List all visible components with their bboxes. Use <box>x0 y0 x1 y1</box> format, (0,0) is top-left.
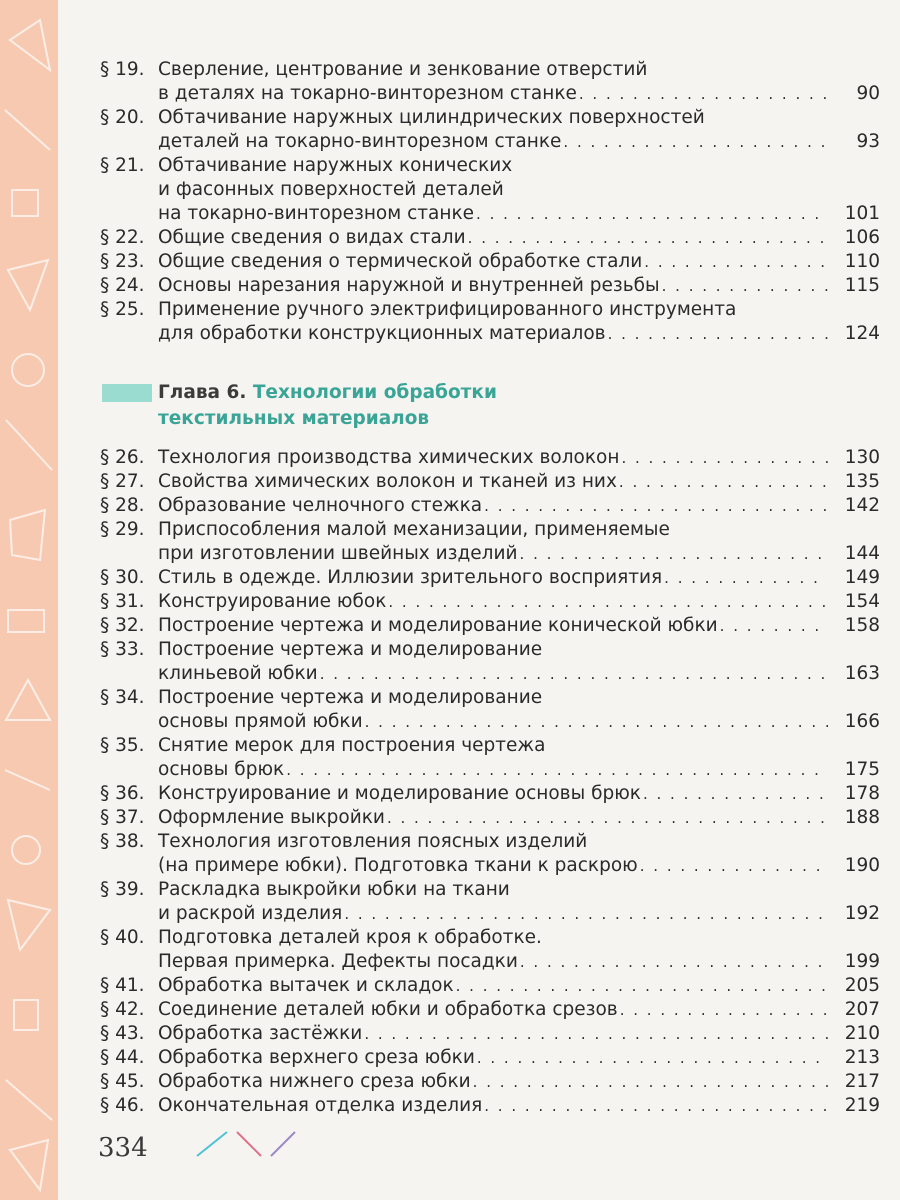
section-title-line: Технология изготовления поясных изделий <box>158 831 588 852</box>
toc-entry <box>100 638 880 686</box>
section-title-line: Подготовка деталей кроя к обработке. <box>158 927 542 948</box>
section-title-last-line <box>158 758 880 782</box>
section-body <box>158 154 880 226</box>
section-title-line: Первая примерка. Дефекты посадки <box>158 951 518 972</box>
section-title-line: Снятие мерок для построения чертежа <box>158 735 546 756</box>
section-number: § 28. <box>100 495 145 516</box>
page-ref: 163 <box>844 663 880 684</box>
section-body <box>158 878 880 926</box>
section-title-line: Основы нарезания наружной и внутренней резьбы <box>158 275 660 296</box>
leader-dots <box>344 902 828 926</box>
section-body <box>158 806 880 830</box>
section-body <box>158 494 880 518</box>
toc-entry <box>100 734 880 782</box>
leader-dots <box>320 662 828 686</box>
toc-entry <box>100 518 880 566</box>
section-title-last-line <box>158 82 880 106</box>
section-number: § 26. <box>100 447 145 468</box>
section-title-line: Обработка застёжки <box>158 1023 363 1044</box>
leader-dots <box>608 322 828 346</box>
leader-dots <box>387 806 828 830</box>
leader-dots <box>468 226 828 250</box>
section-title-line: основы брюк <box>158 759 285 780</box>
page-number: 334 <box>98 1133 148 1163</box>
leader-dots <box>365 710 828 734</box>
page-ref: 188 <box>844 807 880 828</box>
toc-entry <box>100 494 880 518</box>
section-title-last-line <box>158 854 880 878</box>
page-ref: 154 <box>844 591 880 612</box>
section-title-line: Соединение деталей юбки и обработка срезов <box>158 999 618 1020</box>
section-body <box>158 686 880 734</box>
section-body <box>158 974 880 998</box>
toc-entry <box>100 590 880 614</box>
section-title-line: Оформление выкройки <box>158 807 385 828</box>
table-of-contents <box>100 58 880 1118</box>
toc-entry <box>100 878 880 926</box>
section-body <box>158 614 880 638</box>
page-ref: 175 <box>844 759 880 780</box>
leader-dots <box>563 130 828 154</box>
leader-dots <box>619 470 828 494</box>
section-title-last-line <box>158 566 880 590</box>
section-number: § 41. <box>100 975 145 996</box>
toc-entry <box>100 1094 880 1118</box>
section-number: § 20. <box>100 107 145 128</box>
section-number: § 32. <box>100 615 145 636</box>
leader-dots <box>520 542 828 566</box>
section-title-last-line <box>158 250 880 274</box>
section-title-line: Образование челночного стежка <box>158 495 483 516</box>
section-body <box>158 1022 880 1046</box>
section-title-last-line <box>158 614 880 638</box>
section-body <box>158 298 880 346</box>
section-title-last-line <box>158 950 880 974</box>
leader-dots <box>364 1022 828 1046</box>
section-number: § 34. <box>100 687 145 708</box>
section-number: § 24. <box>100 275 145 296</box>
leader-dots <box>456 974 828 998</box>
leader-dots <box>643 782 828 806</box>
section-title-line: Раскладка выкройки юбки на ткани <box>158 879 510 900</box>
leader-dots <box>644 250 828 274</box>
page-ref: 90 <box>856 83 880 104</box>
section-title-last-line <box>158 494 880 518</box>
leader-dots <box>720 614 828 638</box>
section-body <box>158 590 880 614</box>
section-body <box>158 106 880 154</box>
section-title-last-line <box>158 470 880 494</box>
section-title-line: в деталях на токарно-винторезном станке <box>158 83 577 104</box>
section-number: § 19. <box>100 59 145 80</box>
section-title-line: основы прямой юбки <box>158 711 363 732</box>
section-title-line: Свойства химических волокон и тканей из них <box>158 471 617 492</box>
section-body <box>158 58 880 106</box>
page-ref: 93 <box>856 131 880 152</box>
page-ref: 149 <box>844 567 880 588</box>
toc-entry <box>100 806 880 830</box>
leader-dots <box>621 446 828 470</box>
section-title-line: и фасонных поверхностей деталей <box>158 179 504 200</box>
toc-entry <box>100 154 880 226</box>
section-number: § 35. <box>100 735 145 756</box>
section-body <box>158 926 880 974</box>
toc-entry <box>100 1046 880 1070</box>
section-title-last-line <box>158 974 880 998</box>
section-number: § 46. <box>100 1095 145 1116</box>
chapter-heading <box>100 380 880 432</box>
toc-entry <box>100 274 880 298</box>
toc-entry <box>100 106 880 154</box>
section-title-last-line <box>158 542 880 566</box>
page-ref: 210 <box>844 1023 880 1044</box>
section-title-last-line <box>158 202 880 226</box>
page-ref: 135 <box>844 471 880 492</box>
toc-entry <box>100 1022 880 1046</box>
section-title-line: Обтачивание наружных цилиндрических поверхностей <box>158 107 705 128</box>
section-title-line: Обработка верхнего среза юбки <box>158 1047 475 1068</box>
page-ref: 124 <box>844 323 880 344</box>
section-title-last-line <box>158 226 880 250</box>
section-number: § 42. <box>100 999 145 1020</box>
leader-dots <box>662 274 828 298</box>
section-number: § 43. <box>100 1023 145 1044</box>
page-ref: 110 <box>844 251 880 272</box>
leader-dots <box>579 82 828 106</box>
leader-dots <box>484 494 828 518</box>
section-title-last-line <box>158 274 880 298</box>
section-body <box>158 1094 880 1118</box>
section-body <box>158 638 880 686</box>
section-title-last-line <box>158 130 880 154</box>
section-number: § 23. <box>100 251 145 272</box>
page-ref: 166 <box>844 711 880 732</box>
section-title-last-line <box>158 998 880 1022</box>
toc-section-bottom <box>100 446 880 1118</box>
section-number: § 27. <box>100 471 145 492</box>
section-body <box>158 1046 880 1070</box>
decorative-lines-icon <box>195 1128 305 1158</box>
section-number: § 25. <box>100 299 145 320</box>
section-title-last-line <box>158 710 880 734</box>
section-title-line: Конструирование юбок <box>158 591 387 612</box>
leader-dots <box>477 1046 828 1070</box>
section-title-line: на токарно-винторезном станке <box>158 203 475 224</box>
page-ref: 106 <box>844 227 880 248</box>
section-number: § 21. <box>100 155 145 176</box>
chapter-title-line-1: Технологии обработки <box>252 382 497 403</box>
toc-entry <box>100 250 880 274</box>
page-ref: 213 <box>844 1047 880 1068</box>
page-ref: 190 <box>844 855 880 876</box>
toc-entry <box>100 830 880 878</box>
section-body <box>158 446 880 470</box>
decorative-side-band <box>0 0 58 1200</box>
page-ref: 217 <box>844 1071 880 1092</box>
section-title-last-line <box>158 1094 880 1118</box>
section-body <box>158 998 880 1022</box>
section-title-line: Общие сведения о термической обработке стали <box>158 251 643 272</box>
page-ref: 101 <box>844 203 880 224</box>
chapter-marker <box>102 384 152 402</box>
section-title-line: Обработка нижнего среза юбки <box>158 1071 471 1092</box>
section-body <box>158 226 880 250</box>
section-body <box>158 830 880 878</box>
section-title-last-line <box>158 782 880 806</box>
section-number: § 30. <box>100 567 145 588</box>
chapter-title-line-2: текстильных материалов <box>158 408 430 429</box>
section-number: § 29. <box>100 519 145 540</box>
page-ref: 219 <box>844 1095 880 1116</box>
section-body <box>158 470 880 494</box>
leader-dots <box>484 1094 828 1118</box>
section-title-last-line <box>158 1070 880 1094</box>
section-title-last-line <box>158 590 880 614</box>
page-ref: 115 <box>844 275 880 296</box>
section-title-line: Обтачивание наружных конических <box>158 155 513 176</box>
toc-entry <box>100 298 880 346</box>
section-number: § 38. <box>100 831 145 852</box>
section-title-last-line <box>158 1022 880 1046</box>
section-body <box>158 782 880 806</box>
leader-dots <box>388 590 828 614</box>
toc-entry <box>100 998 880 1022</box>
section-body <box>158 274 880 298</box>
toc-entry <box>100 974 880 998</box>
section-title-last-line <box>158 806 880 830</box>
section-title-last-line <box>158 662 880 686</box>
toc-section-top <box>100 58 880 346</box>
section-number: § 45. <box>100 1071 145 1092</box>
section-body <box>158 1070 880 1094</box>
section-number: § 39. <box>100 879 145 900</box>
section-title-line: Обработка вытачек и складок <box>158 975 454 996</box>
toc-entry <box>100 926 880 974</box>
page-ref: 142 <box>844 495 880 516</box>
toc-entry <box>100 782 880 806</box>
section-title-line: деталей на токарно-винторезном станке <box>158 131 562 152</box>
section-number: § 33. <box>100 639 145 660</box>
toc-entry <box>100 1070 880 1094</box>
section-body <box>158 250 880 274</box>
section-number: § 44. <box>100 1047 145 1068</box>
section-title-line: Сверление, центрование и зенкование отверстий <box>158 59 648 80</box>
section-title-line: Окончательная отделка изделия <box>158 1095 483 1116</box>
page-ref: 192 <box>844 903 880 924</box>
page-ref: 130 <box>844 447 880 468</box>
geometric-pattern-icon <box>0 0 58 1200</box>
leader-dots <box>620 998 828 1022</box>
section-body <box>158 518 880 566</box>
section-number: § 22. <box>100 227 145 248</box>
section-title-last-line <box>158 1046 880 1070</box>
section-title-line: Общие сведения о видах стали <box>158 227 466 248</box>
section-title-line: Технология производства химических волокон <box>158 447 620 468</box>
section-number: § 36. <box>100 783 145 804</box>
page-ref: 207 <box>844 999 880 1020</box>
section-title-line: Построение чертежа и моделирование <box>158 639 543 660</box>
toc-entry <box>100 614 880 638</box>
section-title-line: Приспособления малой механизации, применяемые <box>158 519 670 540</box>
section-title-line: клиньевой юбки <box>158 663 318 684</box>
page-ref: 158 <box>844 615 880 636</box>
leader-dots <box>664 566 828 590</box>
leader-dots <box>286 758 828 782</box>
section-body <box>158 566 880 590</box>
section-title-line: при изготовлении швейных изделий <box>158 543 518 564</box>
section-title-line: Построение чертежа и моделирование <box>158 687 543 708</box>
toc-entry <box>100 58 880 106</box>
toc-entry <box>100 686 880 734</box>
page-ref: 178 <box>844 783 880 804</box>
section-number: § 40. <box>100 927 145 948</box>
toc-entry <box>100 566 880 590</box>
toc-entry <box>100 470 880 494</box>
leader-dots <box>473 1070 828 1094</box>
section-title-line: для обработки конструкционных материалов <box>158 323 606 344</box>
section-number: § 37. <box>100 807 145 828</box>
page-ref: 144 <box>844 543 880 564</box>
section-body <box>158 734 880 782</box>
section-number: § 31. <box>100 591 145 612</box>
section-title-last-line <box>158 902 880 926</box>
toc-entry <box>100 226 880 250</box>
leader-dots <box>520 950 828 974</box>
page-ref: 199 <box>844 951 880 972</box>
leader-dots <box>640 854 828 878</box>
section-title-line: (на примере юбки). Подготовка ткани к раскрою <box>158 855 638 876</box>
section-title-line: Применение ручного электрифицированного инструмента <box>158 299 737 320</box>
section-title-line: Построение чертежа и моделирование конической юбки <box>158 615 718 636</box>
section-title-last-line <box>158 322 880 346</box>
chapter-label: Глава 6. <box>158 382 247 403</box>
toc-entry <box>100 446 880 470</box>
page-ref: 205 <box>844 975 880 996</box>
section-title-line: Конструирование и моделирование основы брюк <box>158 783 641 804</box>
leader-dots <box>476 202 828 226</box>
section-title-last-line <box>158 446 880 470</box>
section-title-line: и раскрой изделия <box>158 903 343 924</box>
section-title-line: Стиль в одежде. Иллюзии зрительного восприятия <box>158 567 663 588</box>
